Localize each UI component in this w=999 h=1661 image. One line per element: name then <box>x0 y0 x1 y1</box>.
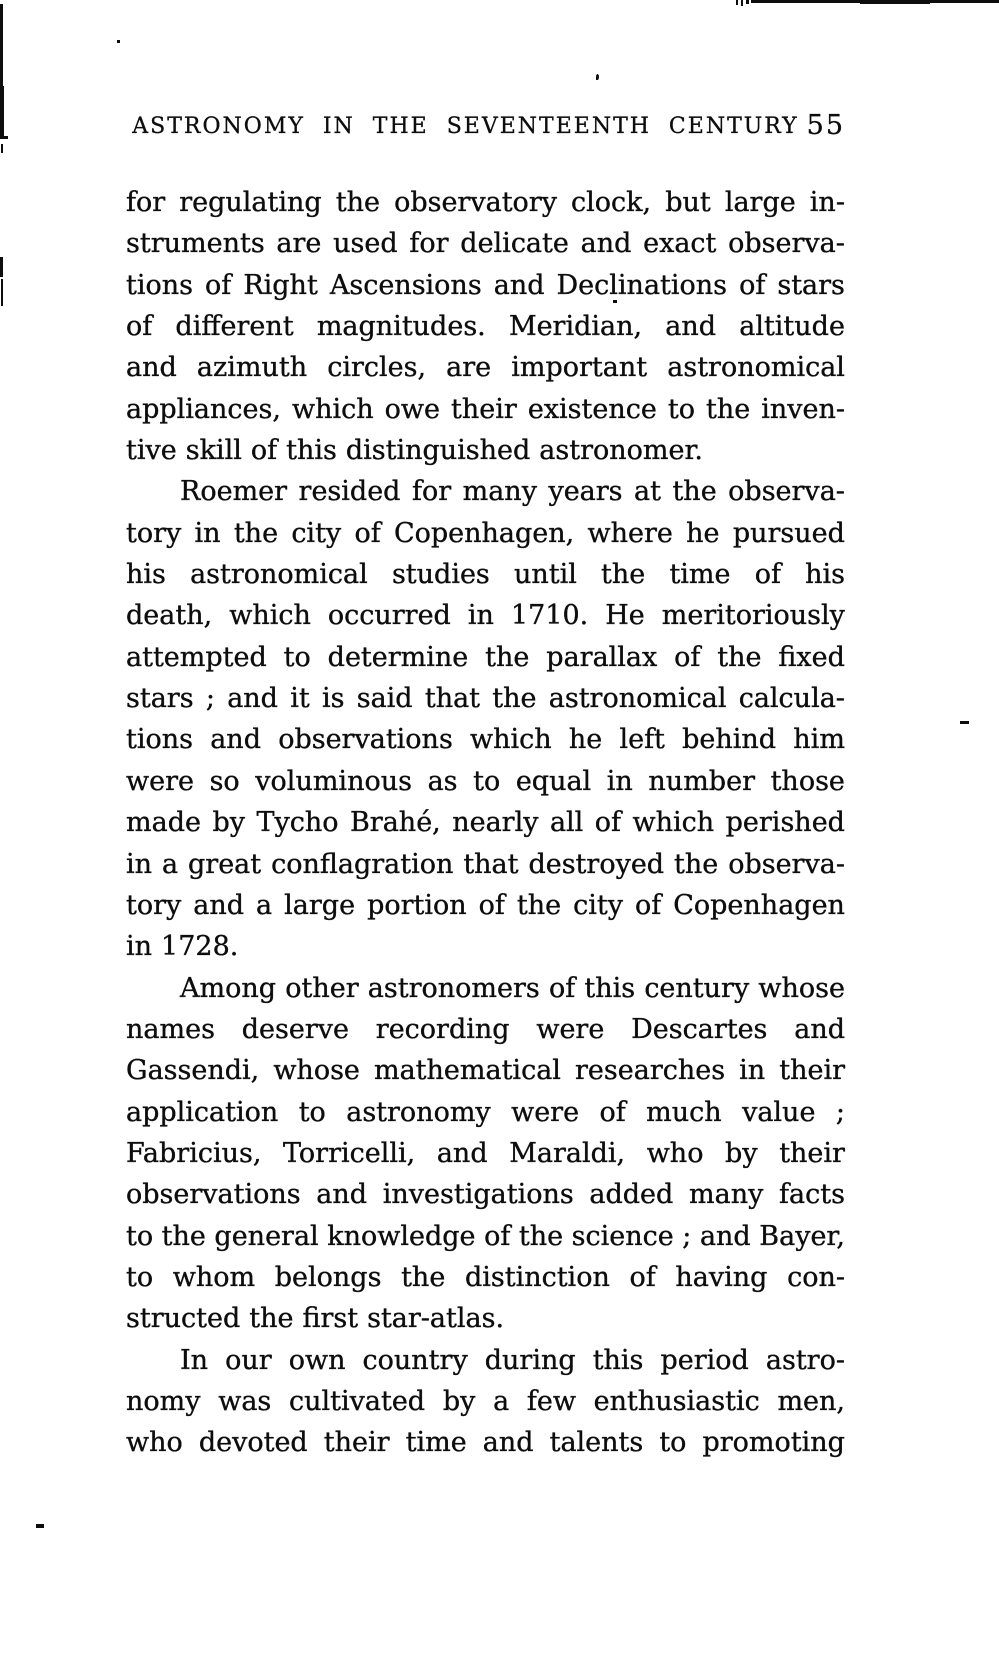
word: by <box>212 807 245 839</box>
word: astronomy <box>346 1096 491 1128</box>
word: Right <box>243 269 318 301</box>
ink-speck <box>117 40 120 43</box>
word: city <box>573 889 623 921</box>
text-line <box>126 678 845 719</box>
word: who <box>646 1137 704 1169</box>
word: attempted <box>126 641 267 673</box>
word: their <box>779 1055 845 1087</box>
word: general <box>214 1220 319 1252</box>
word: in <box>126 931 153 963</box>
word: determine <box>327 641 469 673</box>
text-line <box>126 389 845 430</box>
word: structed <box>126 1303 241 1335</box>
word: different <box>175 311 294 343</box>
word: owe <box>384 393 441 425</box>
text-line <box>126 637 845 678</box>
word: the <box>161 1220 206 1252</box>
scan-artifact-left-edge-line <box>1 279 3 306</box>
scan-artifact-left-edge-foot <box>0 136 8 139</box>
word: value <box>742 1096 816 1128</box>
word: parallax <box>546 641 658 673</box>
word: their <box>779 1137 845 1169</box>
word: whose <box>758 972 845 1004</box>
word: mathematical <box>373 1055 561 1087</box>
word: occurred <box>327 600 451 632</box>
text-line <box>126 1050 845 1091</box>
word: of <box>599 1096 626 1128</box>
word: and <box>482 1427 534 1459</box>
word: a <box>161 848 179 880</box>
word: perished <box>725 807 845 839</box>
word: astronomer. <box>539 435 704 467</box>
word: and <box>193 889 245 921</box>
word: by <box>725 1137 758 1169</box>
ink-speck <box>596 74 599 80</box>
word: observa- <box>728 228 845 260</box>
word: azimuth <box>196 352 308 384</box>
word: country <box>362 1344 468 1376</box>
word: this <box>592 1344 644 1376</box>
word: for <box>126 187 166 218</box>
word: in- <box>809 187 845 218</box>
word: city <box>291 517 342 549</box>
word: many <box>462 476 537 508</box>
word: tive <box>126 435 177 467</box>
word: studies <box>391 559 490 591</box>
word: and <box>126 352 177 384</box>
word: and <box>580 228 632 260</box>
word: enthusiastic <box>593 1385 760 1417</box>
word: destroyed <box>528 848 665 880</box>
word: astronomical <box>667 352 845 384</box>
word: observatory <box>394 187 557 218</box>
word: He <box>605 600 645 632</box>
text-line <box>126 926 845 967</box>
word: clock, <box>571 187 652 218</box>
text-line <box>126 347 845 388</box>
scan-artifact-top-edge-tick <box>741 0 743 6</box>
word: so <box>209 765 240 797</box>
word: which <box>229 600 311 632</box>
word: who <box>126 1427 183 1459</box>
word: Brahé, <box>349 807 441 839</box>
word: con- <box>787 1261 845 1293</box>
word: whom <box>172 1261 256 1293</box>
word: used <box>333 228 398 260</box>
word: exact <box>643 228 717 260</box>
running-header <box>126 110 845 146</box>
word: in <box>467 600 494 632</box>
word: Declinations <box>556 269 728 301</box>
text-line <box>126 844 845 885</box>
word: nearly <box>452 807 539 839</box>
word: by <box>442 1385 476 1417</box>
word: the <box>249 1303 294 1335</box>
word: large <box>724 187 796 218</box>
word: his <box>126 559 166 591</box>
word: the <box>335 187 380 218</box>
word: researches <box>575 1055 726 1087</box>
word: in <box>126 848 153 880</box>
text-line <box>126 554 845 595</box>
text-line <box>126 471 845 512</box>
word: and <box>794 1013 845 1045</box>
word: and <box>227 683 278 715</box>
word: behind <box>682 724 777 756</box>
word: magnitudes. <box>316 311 486 343</box>
word: which <box>470 724 552 756</box>
word: Fabricius, <box>126 1137 262 1169</box>
word: was <box>218 1385 272 1417</box>
word: of <box>126 311 153 343</box>
word: first <box>302 1303 359 1335</box>
word: resided <box>298 476 401 508</box>
text-line <box>126 223 845 264</box>
running-header-title: ASTRONOMY IN THE SEVENTEENTH CENTURY <box>132 114 799 139</box>
word: stars <box>777 269 845 301</box>
word: Maraldi, <box>509 1137 626 1169</box>
text-line <box>126 1340 845 1381</box>
word: Among <box>180 972 277 1004</box>
word: the <box>485 641 530 673</box>
word: of <box>205 269 232 301</box>
word: and <box>210 724 261 756</box>
text-line <box>126 1092 845 1133</box>
word: left <box>619 724 665 756</box>
word: 1728. <box>161 931 239 963</box>
text-line <box>126 1381 845 1422</box>
word: the <box>516 889 562 921</box>
text-line <box>126 1216 845 1257</box>
word: deserve <box>241 1013 349 1045</box>
word: those <box>770 765 845 797</box>
word: Descartes <box>631 1013 768 1045</box>
word: great <box>188 848 262 880</box>
text-line <box>126 1298 845 1339</box>
word: men, <box>777 1385 845 1417</box>
word: century <box>644 972 750 1004</box>
word: added <box>589 1179 674 1211</box>
word: astronomers <box>367 972 540 1004</box>
scan-artifact-top-edge-tick <box>736 0 738 5</box>
word: this <box>584 972 636 1004</box>
word: the <box>233 517 279 549</box>
word: 1710. <box>510 600 589 632</box>
word: of <box>674 641 701 673</box>
text-line <box>126 513 845 554</box>
text-line <box>126 1174 845 1215</box>
scan-artifact-left-edge-line <box>0 257 3 277</box>
word: to <box>283 641 311 673</box>
word: knowledge <box>327 1220 476 1252</box>
word: having <box>675 1261 768 1293</box>
word: are <box>446 352 492 384</box>
word: cultivated <box>289 1385 426 1417</box>
word: equal <box>515 765 592 797</box>
word: the <box>674 848 719 880</box>
word: of <box>739 269 766 301</box>
word: the <box>401 1261 446 1293</box>
word: were <box>126 765 194 797</box>
word: of <box>594 807 622 839</box>
word: and <box>436 1137 488 1169</box>
word: tory <box>126 889 182 921</box>
word: distinguished <box>345 435 531 467</box>
page-number: 55 <box>806 110 845 141</box>
word: his <box>805 559 845 591</box>
word: to <box>298 1096 326 1128</box>
word: of <box>484 1220 511 1252</box>
word: made <box>126 807 201 839</box>
word: in <box>739 1055 766 1087</box>
word: circles, <box>327 352 427 384</box>
word: he <box>686 517 720 549</box>
word: belongs <box>274 1261 382 1293</box>
word: observa- <box>728 848 845 880</box>
word: appliances, <box>126 393 281 425</box>
word: Torricelli, <box>283 1137 416 1169</box>
word: which <box>291 393 374 425</box>
word: that <box>424 683 481 715</box>
text-line <box>126 265 845 306</box>
word: are <box>276 228 322 260</box>
word: existence <box>527 393 657 425</box>
word: promoting <box>702 1427 845 1459</box>
word: observa- <box>728 476 845 508</box>
word: ; <box>682 1220 692 1252</box>
word: of <box>250 435 278 467</box>
word: but <box>665 187 711 218</box>
word: calcula- <box>738 683 845 715</box>
word: talents <box>549 1427 644 1459</box>
word: as <box>427 765 458 797</box>
text-line <box>126 802 845 843</box>
word: ; <box>835 1096 845 1128</box>
word: during <box>484 1344 576 1376</box>
word: ; <box>205 683 215 715</box>
word: which <box>632 807 715 839</box>
word: investigations <box>382 1179 574 1211</box>
word: Roemer <box>180 476 288 508</box>
word: observations <box>278 724 453 756</box>
text-line <box>126 306 845 347</box>
word: and <box>665 311 717 343</box>
word: period <box>660 1344 749 1376</box>
ink-speck <box>36 1524 44 1528</box>
word: few <box>526 1385 576 1417</box>
scan-artifact-top-edge-tick <box>746 0 749 4</box>
word: voluminous <box>255 765 412 797</box>
text-line <box>126 1133 845 1174</box>
word: in <box>606 765 633 797</box>
word: Bayer, <box>759 1220 845 1252</box>
text-line <box>126 595 845 636</box>
word: the <box>518 1220 564 1252</box>
word: at <box>634 476 661 508</box>
word: recording <box>375 1013 510 1045</box>
word: In <box>180 1344 209 1376</box>
word: until <box>513 559 577 591</box>
word: struments <box>126 228 265 260</box>
word: stars <box>126 683 194 715</box>
word: and <box>699 1220 751 1252</box>
text-line <box>126 968 845 1009</box>
word: much <box>646 1096 722 1128</box>
word: Copenhagen <box>673 889 845 921</box>
word: is <box>321 683 345 715</box>
word: that <box>463 848 519 880</box>
word: years <box>548 476 623 508</box>
word: the <box>672 476 717 508</box>
word: death, <box>126 600 213 632</box>
word: large <box>284 889 356 921</box>
word: to <box>659 1427 687 1459</box>
word: astro- <box>765 1344 845 1376</box>
word: whose <box>273 1055 360 1087</box>
word: were <box>536 1013 605 1045</box>
word: to <box>126 1261 154 1293</box>
text-line <box>126 430 845 471</box>
word: fixed <box>778 641 845 673</box>
word: said <box>356 683 413 715</box>
text-line <box>126 885 845 926</box>
word: nomy <box>126 1385 201 1417</box>
word: observations <box>126 1179 301 1211</box>
word: of <box>478 889 505 921</box>
word: inven- <box>761 393 845 425</box>
word: he <box>568 724 603 756</box>
word: conflagration <box>271 848 454 880</box>
word: for <box>411 476 452 508</box>
word: application <box>126 1096 279 1128</box>
word: delicate <box>460 228 569 260</box>
word: to <box>667 393 695 425</box>
word: the <box>601 559 646 591</box>
word: Meridian, <box>508 311 643 343</box>
word: important <box>511 352 648 384</box>
word: were <box>511 1096 580 1128</box>
word: own <box>288 1344 346 1376</box>
word: of <box>354 517 381 549</box>
word: their <box>451 393 517 425</box>
text-line <box>126 719 845 760</box>
word: to <box>473 765 501 797</box>
text-line <box>126 182 845 223</box>
word: number <box>648 765 755 797</box>
word: time <box>405 1427 467 1459</box>
text-line <box>126 1422 845 1463</box>
word: all <box>549 807 584 839</box>
word: and <box>493 269 545 301</box>
word: regulating <box>179 187 322 218</box>
scan-artifact-top-edge-thick <box>860 0 930 4</box>
word: Copenhagen, <box>393 517 575 549</box>
word: of <box>634 889 662 921</box>
text-line <box>126 1009 845 1050</box>
word: of <box>629 1261 656 1293</box>
word: to <box>126 1220 154 1252</box>
body-text-block <box>126 182 845 1464</box>
word: where <box>587 517 673 549</box>
word: our <box>225 1344 272 1376</box>
text-line <box>126 761 845 802</box>
word: the <box>492 683 537 715</box>
word: science <box>571 1220 674 1252</box>
word: the <box>717 641 762 673</box>
word: portion <box>367 889 467 921</box>
word: their <box>323 1427 390 1459</box>
word: many <box>689 1179 764 1211</box>
word: in <box>194 517 221 549</box>
word: astronomical <box>548 683 727 715</box>
word: distinction <box>464 1261 610 1293</box>
word: it <box>290 683 310 715</box>
word: tions <box>126 724 193 756</box>
word: facts <box>779 1179 845 1211</box>
word: altitude <box>739 311 845 343</box>
word: star-atlas. <box>367 1303 505 1335</box>
scan-artifact-left-edge-line <box>0 86 4 138</box>
word: a <box>493 1385 510 1417</box>
word: names <box>126 1013 215 1045</box>
word: Tycho <box>256 807 339 839</box>
word: and <box>316 1179 368 1211</box>
word: him <box>793 724 845 756</box>
word: Ascensions <box>329 269 482 301</box>
word: for <box>409 228 449 260</box>
word: of <box>754 559 781 591</box>
word: the <box>705 393 751 425</box>
word: time <box>669 559 731 591</box>
word: this <box>286 435 337 467</box>
word: devoted <box>198 1427 308 1459</box>
text-line <box>126 1257 845 1298</box>
scan-artifact-left-edge-tick <box>1 144 3 153</box>
word: skill <box>185 435 242 467</box>
word: a <box>256 889 273 921</box>
ink-speck <box>960 721 969 724</box>
word: astronomical <box>190 559 368 591</box>
word: tory <box>126 517 182 549</box>
word: tions <box>126 269 193 301</box>
word: pursued <box>732 517 845 549</box>
word: other <box>285 972 359 1004</box>
word: Gassendi, <box>126 1055 260 1087</box>
word: meritoriously <box>661 600 845 632</box>
word: of <box>548 972 576 1004</box>
